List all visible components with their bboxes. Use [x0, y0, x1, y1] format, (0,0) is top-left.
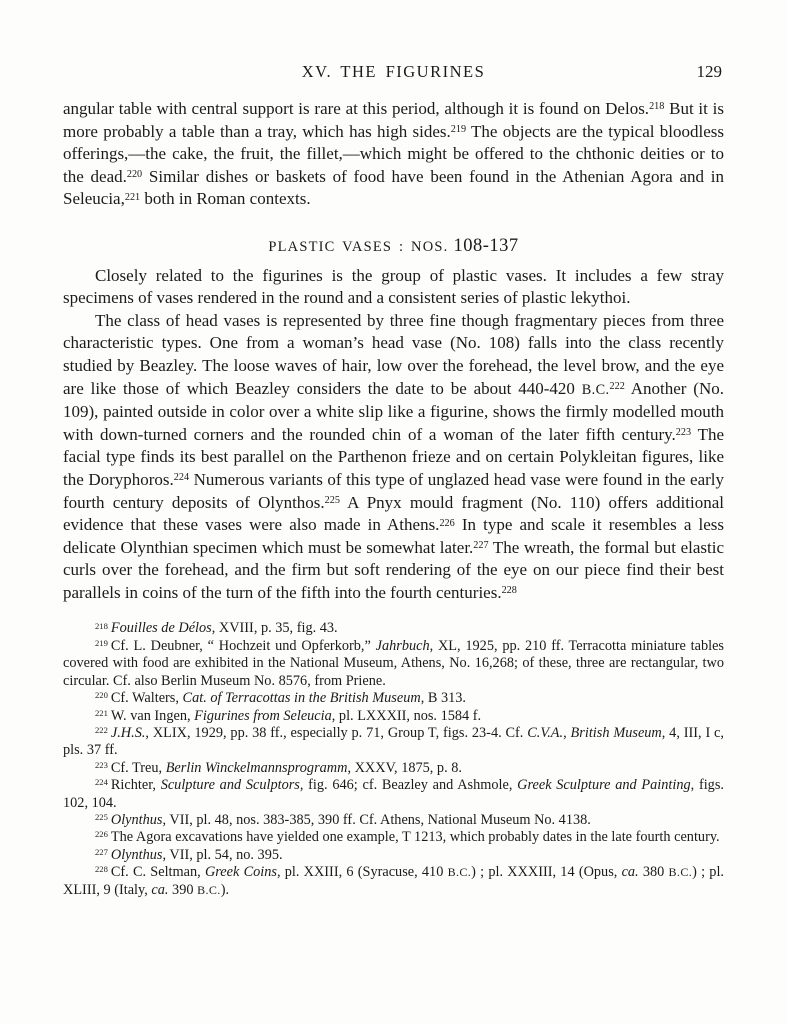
footnote-228	[63, 864, 724, 899]
footnote-text: Cf. Treu, Berlin Winckelmannsprogramm, XXXV, 1875, p. 8.	[110, 759, 462, 776]
running-head	[63, 62, 724, 84]
footnote-number: 228	[95, 864, 108, 875]
footnote-number: 221	[95, 707, 108, 718]
footnote-number: 224	[95, 777, 108, 788]
footnote-text: Cf. C. Seltman, Greek Coins, pl. XXIII, 6 (Syracuse, 410 B.C.) ; pl. XXXIII, 14 (Opus, ca. 380 B.C.) ; pl. XLIII, 9 (Italy, ca. 390 B.C.).	[63, 864, 725, 898]
footnote-text: Olynthus, VII, pl. 48, nos. 383-385, 390 ff. Cf. Athens, National Museum No. 4138.	[110, 811, 591, 828]
footnote-226	[63, 829, 724, 846]
footnote-223	[63, 760, 724, 777]
footnote-222	[63, 725, 724, 760]
footnote-219	[63, 638, 724, 690]
footnote-number: 218	[95, 620, 108, 631]
text-block	[63, 0, 724, 899]
footnote-224	[63, 777, 724, 812]
footnotes-block	[63, 620, 724, 899]
footnote-text: Cf. Walters, Cat. of Terracottas in the British Museum, B 313.	[110, 690, 466, 707]
footnote-number: 222	[95, 725, 108, 736]
footnote-number: 226	[95, 829, 108, 840]
running-title: XV. THE FIGURINES	[301, 62, 486, 81]
footnote-text: Richter, Sculpture and Sculptors, fig. 646; cf. Beazley and Ashmole, Greek Sculpture and Painting, figs. 102, 104.	[63, 777, 724, 811]
section-heading-label: PLASTIC VASES : NOS.	[268, 238, 449, 255]
paragraph-continuation: angular table with central support is rare at this period, although it is found on Delos.$^{218}$ But it is more probably a table than a tray, which has high sides.$^{219}$ The objects are the typical bloodless offerings,—the cake, the fruit, the fillet,—which might be offered to the chthonic deities or to the dead.$^{220}$ Similar dishes or baskets of food have been found in the Athenian Agora and in Seleucia,$^{221}$ both in Roman contexts.	[63, 99, 724, 209]
body-text	[63, 98, 724, 604]
footnote-220	[63, 690, 724, 707]
footnote-number: 219	[95, 638, 108, 649]
section-heading-range: 108-137	[453, 235, 519, 256]
page-number: 129	[696, 62, 722, 81]
footnote-number: 220	[95, 690, 108, 701]
footnote-text: The Agora excavations have yielded one example, T 1213, which probably dates in the late fourth century.	[110, 829, 720, 846]
footnote-221	[63, 708, 724, 725]
footnote-225	[63, 812, 724, 829]
footnote-number: 227	[95, 846, 108, 857]
footnote-218	[63, 620, 724, 637]
footnote-text: J.H.S., XLIX, 1929, pp. 38 ff., especially p. 71, Group T, figs. 23-4. Cf. C.V.A., British Museum, 4, III, I c, pls. 37 ff.	[63, 724, 724, 759]
footnote-227	[63, 847, 724, 864]
paragraph-head-vases: The class of head vases is represented by three fine though fragmentary pieces from three characteristic types. One from a woman’s head vase (No. 108) falls into the class recently studied by Beazley. The loose waves of hair, low over the forehead, the level brow, and the eye are like those of which Beazley considers the date to be about 440-420 B.C.$^{222}$ Another (No. 109), painted outside in color over a white slip like a figurine, shows the firmly modelled mouth with down-turned corners and the rounded chin of a woman of the later fifth century.$^{223}$ The facial type finds its best parallel on the Parthenon frieze and on certain Polykleitan figures, like the Doryphoros.$^{224}$ Numerous variants of this type of unglazed head vase were found in the early fourth century deposits of Olynthos.$^{225}$ A Pnyx mould fragment (No. 110) offers additional evidence that these vases were also made in Athens.$^{226}$ In type and scale it resembles a less delicate Olynthian specimen which must be somewhat later.$^{227}$ The wreath, the formal but elastic curls over the forehead, and the firm but soft rendering of the eye on our piece find their best parallels in coins of the turn of the fifth into the fourth centuries.$^{228}$	[63, 310, 724, 602]
section-heading	[63, 235, 724, 259]
footnote-text: Olynthus, VII, pl. 54, no. 395.	[110, 846, 283, 863]
paragraph-plastic-vases-intro: Closely related to the figurines is the group of plastic vases. It includes a few stray specimens of vases rendered in the round and a consistent series of plastic lekythoi.	[63, 265, 724, 308]
footnote-number: 225	[95, 812, 108, 823]
footnote-text: Fouilles de Délos, XVIII, p. 35, fig. 43.	[110, 620, 338, 637]
footnote-number: 223	[95, 759, 108, 770]
footnote-text: W. van Ingen, Figurines from Seleucia, pl. LXXXII, nos. 1584 f.	[110, 707, 482, 724]
footnote-text: Cf. L. Deubner, “ Hochzeit und Opferkorb,” Jahrbuch, XL, 1925, pp. 210 ff. Terracotta miniature tables covered with food are exhibited in the National Museum, Athens, No. 16,268; of these, three are rectangular, two circular. Cf. also Berlin Museum No. 8576, from Priene.	[63, 637, 724, 689]
